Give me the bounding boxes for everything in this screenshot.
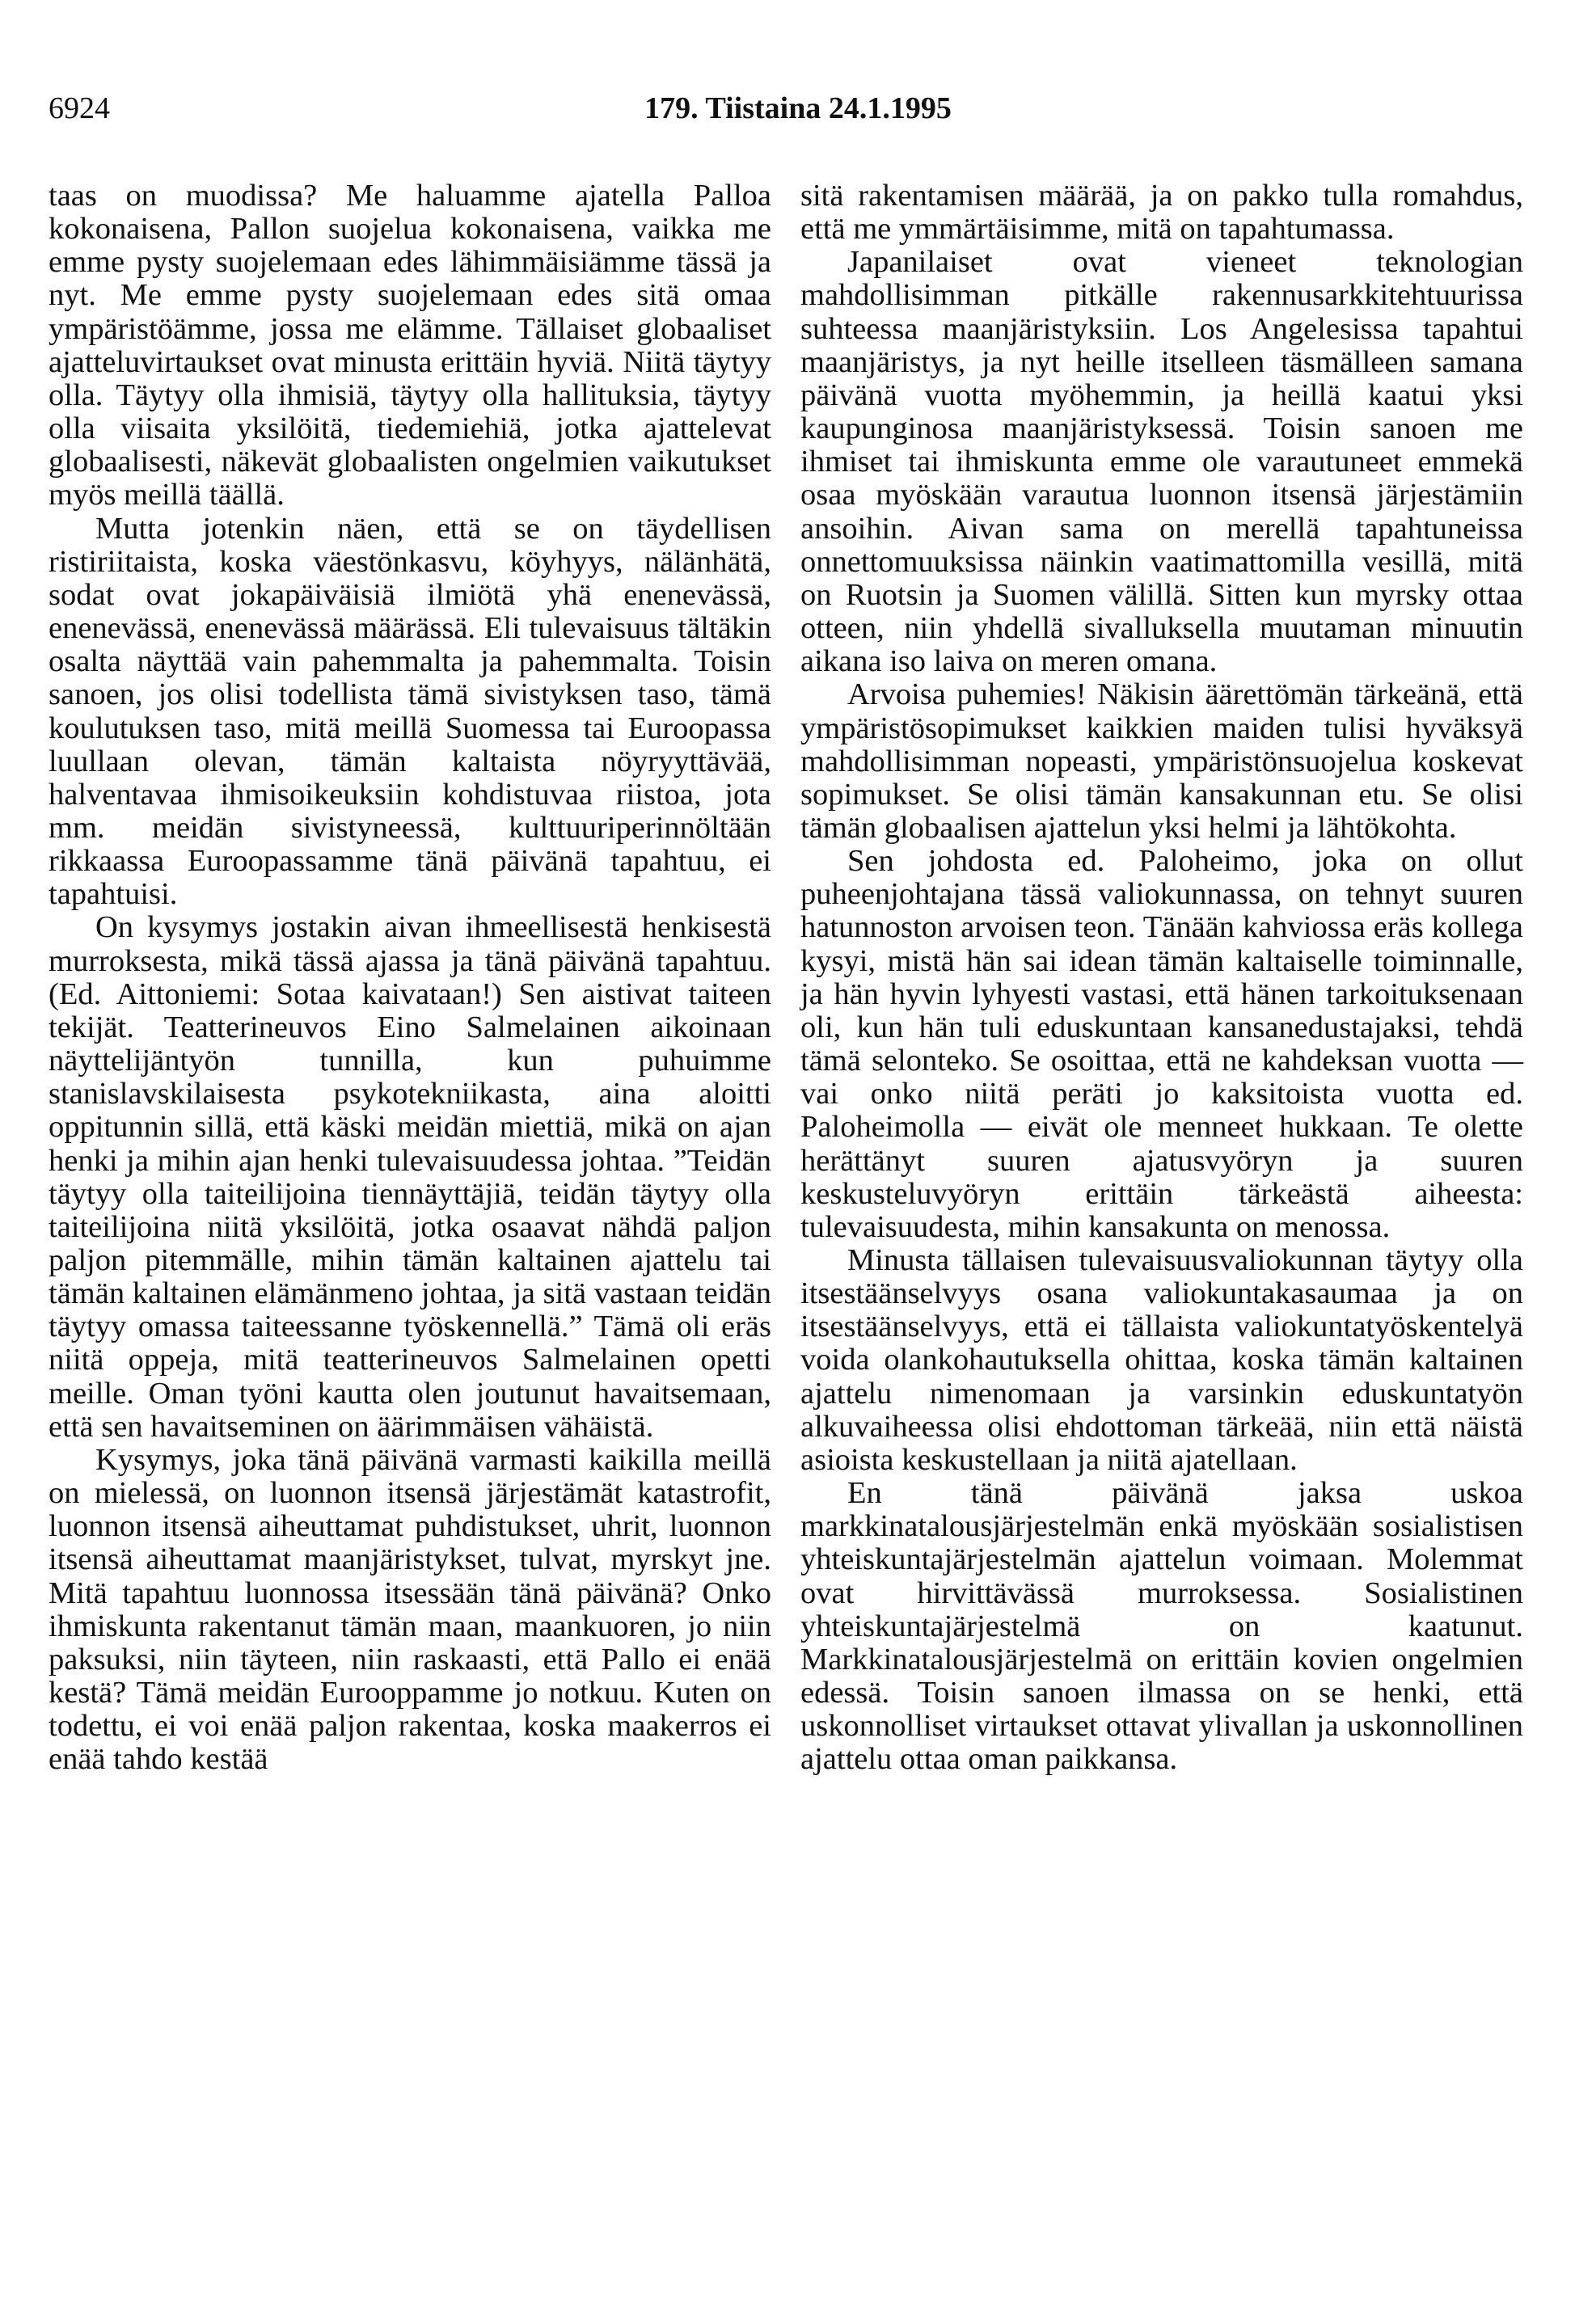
left-column [49, 179, 771, 1777]
paragraph: Kysymys, joka tänä päivänä varmasti kaikilla meillä on mielessä, on luonnon itsensä järjestämät katastrofit, luonnon itsensä aiheuttamat puhdistukset, uhrit, luonnon itsensä aiheuttamat maanjäristykset, tulvat, myrskyt jne. Mitä tapahtuu luonnossa itsessään tänä päivänä? Onko ihmiskunta rakentanut tämän maan, maankuoren, jo niin paksuksi, niin täyteen, niin raskaasti, että Pallo ei enää kestä? Tämä meidän Eurooppamme jo notkuu. Kuten on todettu, ei voi enää paljon rakentaa, koska maakerros ei enää tahdo kestää [49, 1442, 771, 1777]
paragraph: En tänä päivänä jaksa uskoa markkinatalousjärjestelmän enkä myöskään sosialistisen yhteiskuntajärjestelmän ajattelun voimaan. Molemmat ovat hirvittävässä murroksessa. Sosialistinen yhteiskuntajärjestelmä on kaatunut. Markkinatalousjärjestelmä on erittäin kovien ongelmien edessä. Toisin sanoen ilmassa on se henki, että uskonnolliset virtaukset ottavat ylivallan ja uskonnollinen ajattelu ottaa oman paikkansa. [800, 1476, 1523, 1777]
paragraph: On kysymys jostakin aivan ihmeellisestä henkisestä murroksesta, mikä tässä ajassa ja tänä päivänä tapahtuu. (Ed. Aittoniemi: Sotaa kaivataan!) Sen aistivat taiteen tekijät. Teatterineuvos Eino Salmelainen aikoinaan näyttelijäntyön tunnilla, kun puhuimme stanislavskilaisesta psykotekniikasta, aina aloitti oppitunnin sillä, että käski meidän miettiä, mikä on ajan henki ja mihin ajan henki tulevaisuudessa johtaa. ”Teidän täytyy olla taiteilijoina tiennäyttäjiä, teidän täytyy olla taiteilijoina niitä yksilöitä, jotka osaavat nähdä paljon paljon pitemmälle, mihin tämän kaltainen ajattelu tai tämän kaltainen elämänmeno johtaa, ja sitä vastaan teidän täytyy omassa taiteessanne työskennellä.” Tämä oli eräs niitä oppeja, mitä teatterineuvos Salmelainen opetti meille. Oman työni kautta olen joutunut havaitsemaan, että sen havaitseminen on äärimmäisen vähäistä. [49, 910, 771, 1444]
right-column [800, 179, 1523, 1777]
paragraph: Arvoisa puhemies! Näkisin äärettömän tärkeänä, että ympäristösopimukset kaikkien maiden tulisi hyväksyä mahdollisimman nopeasti, ympäristönsuojelua koskevat sopimukset. Se olisi tämän kansakunnan etu. Se olisi tämän globaalisen ajattelun yksi helmi ja lähtökohta. [800, 677, 1523, 845]
paragraph: Mutta jotenkin näen, että se on täydellisen ristiriitaista, koska väestönkasvu, köyhyys, nälänhätä, sodat ovat jokapäiväisiä ilmiötä yhä enenevässä, enenevässä, enenevässä määrässä. Eli tulevaisuus tältäkin osalta näyttää vain pahemmalta ja pahemmalta. Toisin sanoen, jos olisi todellista tämä sivistyksen taso, tämä koulutuksen taso, mitä meillä Suomessa tai Euroopassa luullaan olevan, tämän kaltaista nöyryyttävää, halventavaa ihmisoikeuksiin kohdistuvaa riistoa, jota mm. meidän sivistyneessä, kulttuuriperinnöltään rikkaassa Euroopassamme tänä päivänä tapahtuu, ei tapahtuisi. [49, 511, 771, 912]
paragraph: Sen johdosta ed. Paloheimo, joka on ollut puheenjohtajana tässä valiokunnassa, on tehnyt suuren hatunnoston arvoisen teon. Tänään kahviossa eräs kollega kysyi, mistä hän sai idean tämän kaltaiselle toiminnalle, ja hän hyvin lyhyesti vastasi, että hänen tarkoituksenaan oli, kun hän tuli eduskuntaan kansanedustajaksi, tehdä tämä selonteko. Se osoittaa, että ne kahdeksan vuotta — vai onko niitä peräti jo kaksitoista vuotta ed. Paloheimolla — eivät ole menneet hukkaan. Te olette herättänyt suuren ajatusvyöryn ja suuren keskusteluvyöryn erittäin tärkeästä aiheesta: tulevaisuudesta, mihin kansakunta on menossa. [800, 844, 1523, 1244]
paragraph: Japanilaiset ovat vieneet teknologian mahdollisimman pitkälle rakennusarkkitehtuurissa suhteessa maanjäristyksiin. Los Angelesissa tapahtui maanjäristys, ja nyt heille itselleen täsmälleen samana päivänä vuotta myöhemmin, ja heillä kaatui yksi kaupunginosa maanjäristyksessä. Toisin sanoen me ihmiset tai ihmiskunta emme ole varautuneet emmekä osaa myöskään varautua luonnon itsensä järjestämiin ansoihin. Aivan sama on merellä tapahtuneissa onnettomuuksissa näinkin vaatimattomilla vesillä, mitä on Ruotsin ja Suomen välillä. Sitten kun myrsky ottaa otteen, niin yhdellä sivalluksella muutaman minuutin aikana iso laiva on meren omana. [800, 245, 1523, 679]
page-number: 6924 [49, 91, 110, 125]
paragraph: Minusta tällaisen tulevaisuusvaliokunnan täytyy olla itsestäänselvyys osana valiokuntakasaumaa ja on itsestäänselvyys, että ei tällaista valiokuntatyöskentelyä voida olankohautuksella ohittaa, koska tämän kaltainen ajattelu nimenomaan ja varsinkin eduskuntatyön alkuvaiheessa olisi ehdottoman tärkeää, niin että näistä asioista keskustellaan ja niitä ajatellaan. [800, 1243, 1523, 1477]
paragraph: sitä rakentamisen määrää, ja on pakko tulla romahdus, että me ymmärtäisimme, mitä on tapahtumassa. [800, 179, 1523, 247]
running-head: 179. Tiistaina 24.1.1995 [644, 91, 952, 125]
paragraph: taas on muodissa? Me haluamme ajatella Palloa kokonaisena, Pallon suojelua kokonaisena, vaikka me emme pysty suojelemaan edes lähimmäisiämme tässä ja nyt. Me emme pysty suojelemaan edes sitä omaa ympäristöämme, jossa me elämme. Tällaiset globaaliset ajatteluvirtaukset ovat minusta erittäin hyviä. Niitä täytyy olla. Täytyy olla ihmisiä, täytyy olla hallituksia, täytyy olla viisaita yksilöitä, tiedemiehiä, jotka ajattelevat globaalisesti, näkevät globaalisten ongelmien vaikutukset myös meillä täällä. [49, 179, 771, 512]
